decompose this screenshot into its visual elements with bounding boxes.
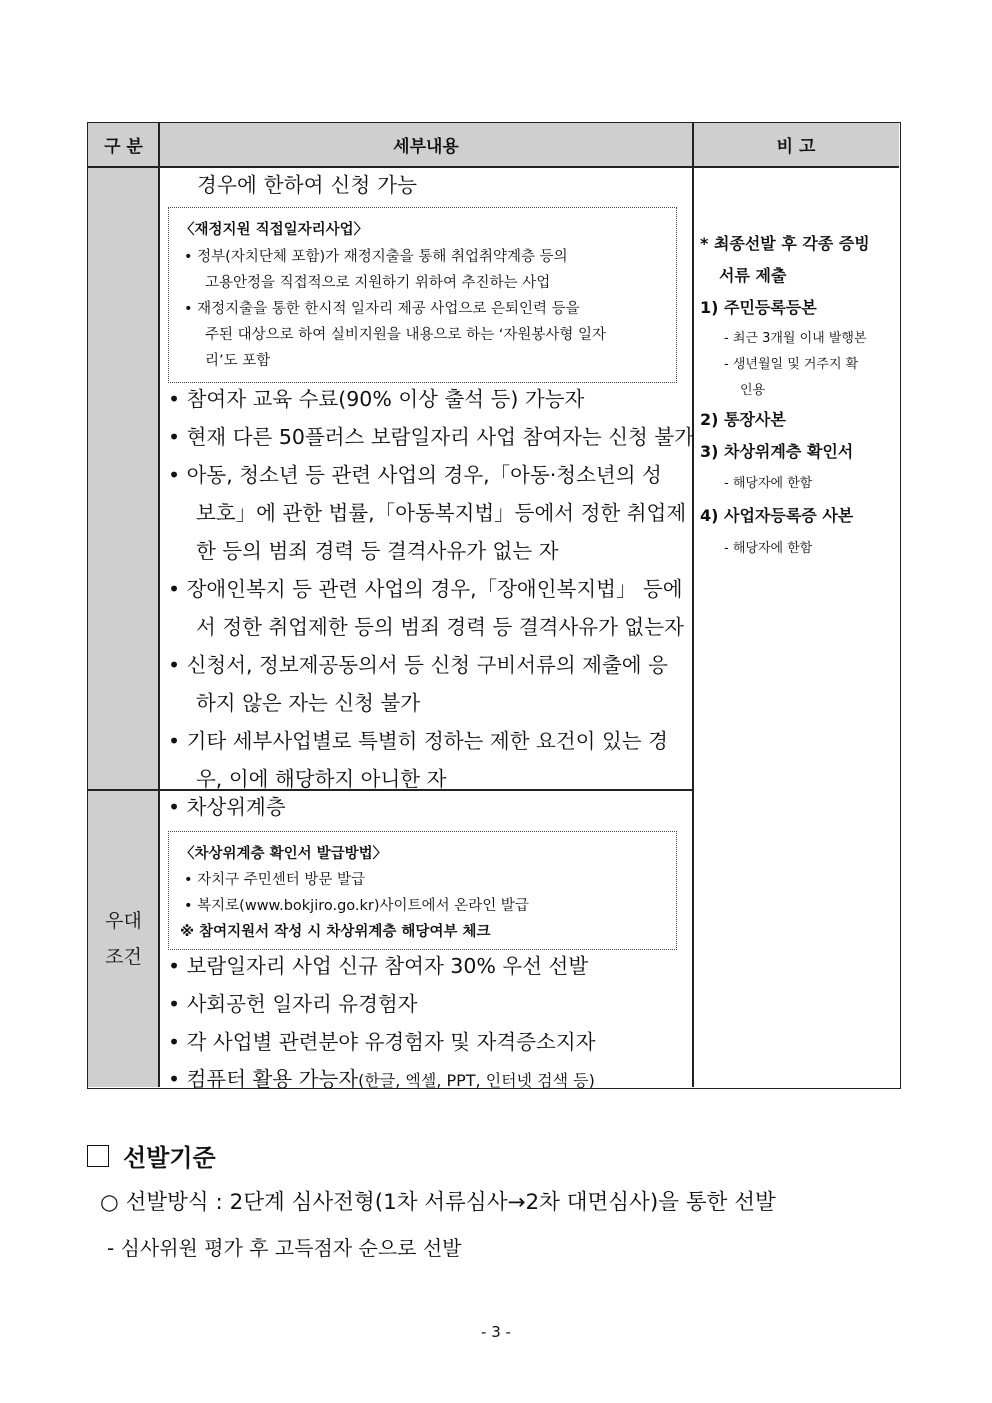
list-item: • 기타 세부사업별로 특별히 정하는 제한 요건이 있는 경: [168, 729, 668, 753]
section-title: 선발기준: [123, 1144, 216, 1172]
preferred-conditions-label: 우대 조건: [105, 910, 142, 968]
continued-line: 경우에 한하여 신청 가능: [197, 173, 418, 197]
list-item: 서 정한 취업제한 등의 범죄 경력 등 결격사유가 없는자: [196, 615, 684, 639]
low-income-certificate-box: 〈차상위계층 확인서 발급방법〉 • 자치구 주민센터 방문 발급 • 복지로(www.bokjiro.go.kr)사이트에서 온라인 발급 ※ 참여지원서 작성 시 차상위계층 해당여부 체크: [168, 831, 677, 950]
page-number: - 3 -: [481, 1323, 511, 1341]
header-details: 세부내용: [159, 123, 693, 166]
list-item: • 아동, 청소년 등 관련 사업의 경우,「아동·청소년의 성: [168, 463, 662, 487]
list-item: • 현재 다른 50플러스 보람일자리 사업 참여자는 신청 불가: [168, 425, 694, 449]
eligibility-table: 구 분 세부내용 비 고 우대 조건 경우에 한하여 신청 가능 〈재정지원 직접일자리사업〉 • 정부(자치단체 포함)가 재정지출을 통해 취업취약계층 등의 고용안정을 직접적으로 지원하기 위하여 추진하는 사업 • 재정지출을 통한 한시적 일자리 제공 사업으로 은퇴인력 등을 주된 대상으로 하여 실비지원을 내용으로 하는 ‘자원봉사형 일자 리’도 포함 • 참여자 교육 수료(90% 이상 출석 등) 가능자 • 현재 다른 50플러스 보람일자리 사업 참여자는 신청 불가 • 아동, 청소년 등 관련 사업의 경우,「아동·청소년의 성 보호」에 관한 법률,「아동복지법」등에서 정한 취업제 한 등의 범죄 경력 등 결격사유가 없는 자 • 장애인복지 등 관련 사업의 경우,「장애인복지법」 등에 서 정한 취업제한 등의 범죄 경력 등 결격사유가 없는자 • 신청서, 정보제공동의서 등 신청 구비서류의 제출에 응 하지 않은 자는 신청 불가 • 기타 세부사업별로 특별히 정하는 제한 요건이 있는 경 우, 이에 해당하지 아니한 자 • 차상위계층 〈차상위계층 확인서 발급방법〉 • 자치구 주민센터 방문 발급 • 복지로(www.bokjiro.go.kr)사이트에서 온라인 발급 ※ 참여지원서 작성 시 차상위계층 해당여부 체크 • 보람일자리 사업 신규 참여자 30% 우선 선발 • 사회공헌 일자리 유경험자 • 각 사업별 관련분야 유경험자 및 자격증소지자 • 컴퓨터 활용 가능자(한글, 엑셀, PPT, 인터넷 검색 등) * 최종선발 후 각종 증빙 서류 제출 1) 주민등록등본 - 최근 3개월 이내 발행본 - 생년월일 및 거주지 확 인용 2) 통장사본 3) 차상위계층 확인서 - 해당자에 한함 4) 사업자등록증 사본 - 해당자에 한함: [87, 122, 901, 1089]
list-item: 우, 이에 해당하지 아니한 자: [196, 767, 447, 791]
list-item: 하지 않은 자는 신청 불가: [196, 691, 421, 715]
direct-job-program-box: 〈재정지원 직접일자리사업〉 • 정부(자치단체 포함)가 재정지출을 통해 취업취약계층 등의 고용안정을 직접적으로 지원하기 위하여 추진하는 사업 • 재정지출을 통한 한시적 일자리 제공 사업으로 은퇴인력 등을 주된 대상으로 하여 실비지원을 내용으로 하는 ‘자원봉사형 일자 리’도 포함: [168, 207, 677, 383]
header-category: 구 분: [88, 123, 159, 166]
selection-method: ○ 선발방식 : 2단계 심사전형(1차 서류심사→2차 대면심사)을 통한 선발: [100, 1190, 776, 1215]
list-item: • 각 사업별 관련분야 유경험자 및 자격증소지자: [168, 1030, 596, 1054]
box-title: 〈차상위계층 확인서 발급방법〉: [180, 846, 388, 862]
list-item: • 장애인복지 등 관련 사업의 경우,「장애인복지법」 등에: [168, 577, 683, 601]
list-item: 한 등의 범죄 경력 등 결격사유가 없는 자: [196, 539, 559, 563]
remarks-note: * 최종선발 후 각종 증빙: [700, 234, 870, 253]
list-item: • 참여자 교육 수료(90% 이상 출석 등) 가능자: [168, 387, 585, 411]
selection-sub: - 심사위원 평가 후 고득점자 순으로 선발: [107, 1236, 462, 1260]
list-item: • 신청서, 정보제공동의서 등 신청 구비서류의 제출에 응: [168, 653, 668, 677]
selection-criteria-heading: [87, 1138, 216, 1173]
list-item: • 차상위계층: [168, 795, 286, 819]
checkbox-square-icon: [87, 1145, 109, 1167]
list-item: • 컴퓨터 활용 가능자(한글, 엑셀, PPT, 인터넷 검색 등): [168, 1067, 595, 1091]
list-item: 보호」에 관한 법률,「아동복지법」등에서 정한 취업제: [196, 501, 687, 525]
box-title: 〈재정지원 직접일자리사업〉: [180, 222, 369, 238]
header-remarks: 비 고: [693, 123, 899, 166]
list-item: • 보람일자리 사업 신규 참여자 30% 우선 선발: [168, 954, 589, 978]
list-item: • 사회공헌 일자리 유경험자: [168, 992, 418, 1016]
